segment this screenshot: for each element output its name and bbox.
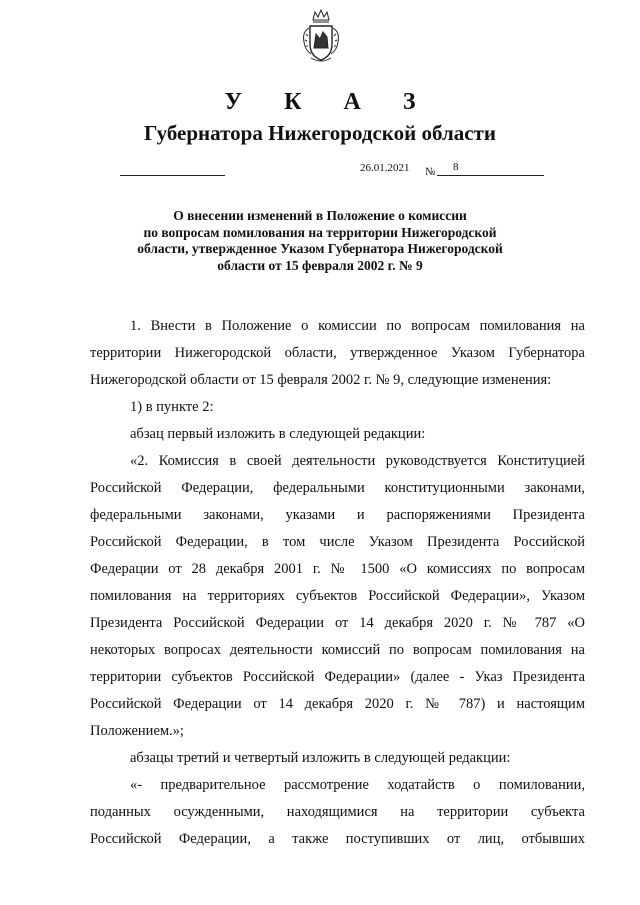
coat-of-arms-emblem (299, 8, 343, 64)
issuer-title: Губернатора Нижегородской области (144, 121, 496, 145)
decree-subject (120, 208, 520, 274)
number-line (437, 175, 544, 176)
decree-body (90, 313, 585, 853)
registration-row (0, 160, 640, 184)
body-line: 1) в пункте 2: (130, 399, 214, 415)
decree-date: 26.01.2021 (360, 162, 410, 174)
decree-title: У К А З (224, 89, 434, 115)
body-line: территории Нижегородской области, утвержденное Указом Губернатора (90, 345, 585, 361)
subject-line: О внесении изменений в Положение о комиссии (173, 208, 467, 223)
body-line: территории субъектов Российской Федерации» (далее - Указ Президента (90, 669, 585, 685)
body-line: «- предварительное рассмотрение ходатайств о помиловании, (130, 777, 585, 793)
decree-number: 8 (453, 161, 459, 173)
body-line: 1. Внести в Положение о комиссии по вопросам помилования на (130, 318, 585, 334)
number-sign: № (425, 166, 436, 178)
body-line: Федерации от 28 декабря 2001 г. № 1500 «О комиссиях по вопросам (90, 561, 585, 577)
body-line: Российской Федерации, в том числе Указом Президента Российской (90, 534, 585, 550)
body-line: абзацы третий и четвертый изложить в следующей редакции: (130, 750, 511, 766)
body-line: Президента Российской Федерации от 14 декабря 2020 г. № 787 «О (90, 615, 585, 631)
body-line: некоторых вопросах деятельности комиссий по вопросам помилования на (90, 642, 585, 658)
subject-line: области, утвержденное Указом Губернатора Нижегородской (137, 241, 503, 256)
body-line: помилования на территориях субъектов Российской Федерации», Указом (90, 588, 585, 604)
body-line: «2. Комиссия в своей деятельности руководствуется Конституцией (130, 453, 585, 469)
subject-line: области от 15 февраля 2002 г. № 9 (217, 257, 423, 273)
blank-line (120, 175, 225, 176)
body-line: Нижегородской области от 15 февраля 2002 г. № 9, следующие изменения: (90, 372, 552, 388)
body-line: абзац первый изложить в следующей редакции: (130, 426, 426, 442)
body-line: Российской Федерации от 14 декабря 2020 г. № 787) и настоящим (90, 696, 585, 712)
body-line: Положением.»; (90, 723, 184, 739)
subject-line: по вопросам помилования на территории Нижегородской (143, 224, 497, 240)
body-line: Российской Федерации, а также поступивших от лиц, отбывших (90, 831, 585, 847)
body-line: федеральными законами, указами и распоряжениями Президента (90, 507, 585, 523)
body-line: Российской Федерации, федеральными конституционными законами, (90, 480, 585, 496)
body-line: поданных осужденными, находящимися на территории субъекта (90, 804, 585, 820)
